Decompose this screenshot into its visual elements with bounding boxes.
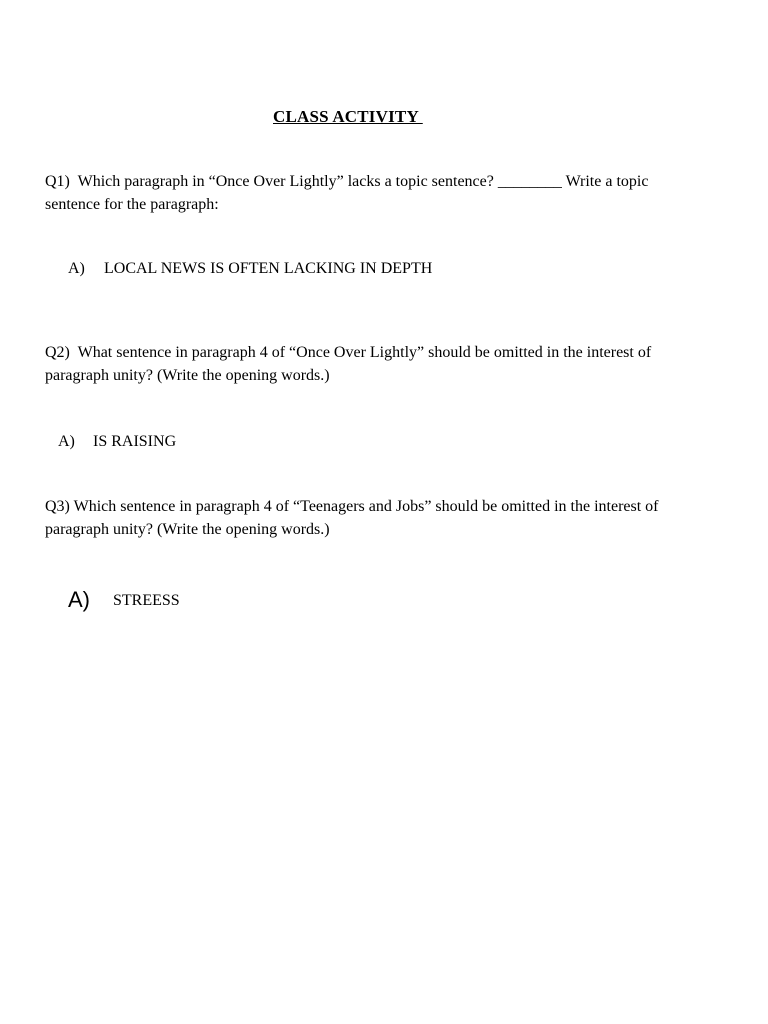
question-3	[45, 495, 735, 541]
question-3-line-1: Q3) Which sentence in paragraph 4 of “Teenagers and Jobs” should be omitted in the interest of	[45, 498, 659, 515]
page-title: CLASS ACTIVITY	[273, 107, 423, 126]
answer-1	[68, 259, 432, 279]
question-2-line-2: paragraph unity? (Write the opening words.)	[45, 367, 330, 384]
answer-2-text: IS RAISING	[93, 433, 177, 450]
question-3-line-2: paragraph unity? (Write the opening words.)	[45, 521, 330, 538]
question-1-line-1: Q1) Which paragraph in “Once Over Lightly” lacks a topic sentence? ________ Write a topic	[45, 173, 649, 190]
answer-1-text: LOCAL NEWS IS OFTEN LACKING IN DEPTH	[104, 260, 433, 277]
question-1-line-2: sentence for the paragraph:	[45, 196, 219, 213]
question-1	[45, 170, 735, 216]
answer-3-marker: A)	[68, 587, 90, 612]
answer-3	[68, 587, 180, 613]
answer-3-text: STREESS	[113, 592, 180, 609]
answer-2-marker: A)	[58, 433, 75, 450]
answer-2	[58, 432, 176, 452]
question-2-line-1: Q2) What sentence in paragraph 4 of “Once Over Lightly” should be omitted in the interest of	[45, 344, 652, 361]
answer-1-marker: A)	[68, 260, 85, 277]
question-2	[45, 341, 735, 387]
